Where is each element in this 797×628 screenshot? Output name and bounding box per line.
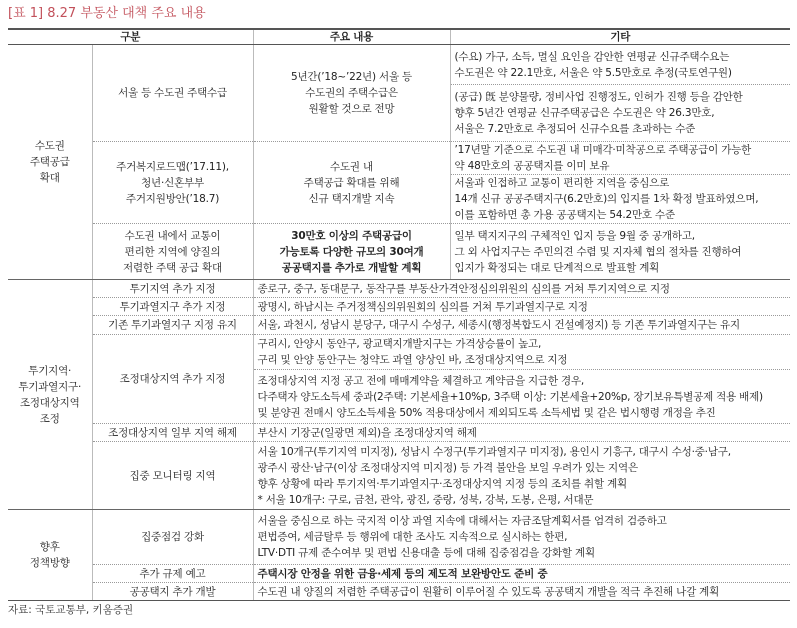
policy-table <box>8 28 790 601</box>
table-row <box>8 316 790 335</box>
header-row <box>8 29 790 45</box>
table-row <box>8 298 790 316</box>
row-subcategory: 기존 투기과열지구 지정 유지 <box>92 316 253 335</box>
row-content: 서울 10개구(투기지역 미지정), 성남시 수정구(투기과열지구 미지정), 용인시 기흥구, 대구시 수성·중·남구, 광주시 광산·남구(이상 조정대상지역 미지정) 등 가격 불안을 보일 우려가 있는 지역은 향후 상황에 따라 투기지역·투기과열지구·조정대상지역 지정 등의 조치를 취할 계획 * 서울 10개구: 구로, 금천, 관악, 광진, 중랑, 성북, 강북, 도봉, 은평, 서대문 <box>253 442 790 510</box>
row-content: 부산시 기장군(일광면 제외)을 조정대상지역 해제 <box>253 424 790 442</box>
row-content: 수도권 내 양질의 저렴한 주택공급이 원활히 이루어질 수 있도록 공공택지 개발을 적극 추진해 나갈 계획 <box>253 583 790 601</box>
table-row <box>8 565 790 583</box>
row-note: 서울과 인접하고 교통이 편리한 지역을 중심으로 14개 신규 공공주택지구(6.2만호)의 입지를 1차 확정 발표하였으며, 이를 포함하면 총 가용 공공택지는 54.2만호 수준 <box>450 175 790 224</box>
row-subcategory: 집중 모니터링 지역 <box>92 442 253 510</box>
row-subcategory: 추가 규제 예고 <box>92 565 253 583</box>
section-policy-direction <box>8 510 790 601</box>
table-row <box>8 280 790 298</box>
row-content-highlight: 주택시장 안정을 위한 금융·세제 등의 제도적 보완방안도 준비 중 <box>253 565 790 583</box>
row-main-content-highlight: 30만호 이상의 주택공급이 가능토록 다양한 규모의 30여개 공공택지를 추가로 개발할 계획 <box>253 224 450 280</box>
row-content: 구리시, 안양시 동안구, 광교택지개발지구는 가격상승률이 높고, 구리 및 안양 동안구는 청약도 과열 양상인 바, 조정대상지역으로 지정 <box>253 335 790 370</box>
table-title: [표 1] 8.27 부동산 대책 주요 내용 <box>8 6 206 21</box>
row-subcategory: 투기지역 추가 지정 <box>92 280 253 298</box>
row-content: 서울, 과천시, 성남시 분당구, 대구시 수성구, 세종시(행정복합도시 건설예정지) 등 기존 투기과열지구는 유지 <box>253 316 790 335</box>
section-label-housing-supply: 수도권 주택공급 확대 <box>8 45 92 280</box>
source-note: 자료: 국토교통부, 키움증권 <box>8 604 134 616</box>
section-label-speculation-zones: 투기지역· 투기과열지구· 조정대상지역 조정 <box>8 280 92 510</box>
row-main-content: 5년간(’18~’22년) 서울 등 수도권의 주택수급은 원활할 것으로 전망 <box>253 45 450 142</box>
row-main-content: 수도권 내 주택공급 확대를 위해 신규 택지개발 지속 <box>253 142 450 224</box>
table-row <box>8 335 790 370</box>
row-subcategory: 서울 등 수도권 주택수급 <box>92 45 253 142</box>
section-speculation-zones <box>8 280 790 510</box>
header-other: 기타 <box>450 29 790 45</box>
table-row <box>8 224 790 280</box>
row-note-demand: (수요) 가구, 소득, 멸실 요인을 감안한 연평균 신규주택수요는 수도권은 약 22.1만호, 서울은 약 5.5만호로 추정(국토연구원) <box>450 45 790 85</box>
header-main-content: 주요 내용 <box>253 29 450 45</box>
table-header <box>8 29 790 45</box>
section-label-policy-direction: 향후 정책방향 <box>8 510 92 601</box>
header-category: 구분 <box>8 29 253 45</box>
table-row <box>8 45 790 85</box>
row-subcategory: 집중점검 강화 <box>92 510 253 565</box>
row-subcategory: 수도권 내에서 교통이 편리한 지역에 양질의 저렴한 주택 공급 확대 <box>92 224 253 280</box>
row-subcategory: 조정대상지역 추가 지정 <box>92 335 253 424</box>
row-note: 일부 택지지구의 구체적인 입지 등을 9월 중 공개하고, 그 외 사업지구는 주민의견 수렴 및 지자체 협의 절차를 진행하여 입지가 확정되는 대로 단계적으로 발표할 계획 <box>450 224 790 280</box>
table-row <box>8 442 790 510</box>
row-content: 광명시, 하남시는 주거정책심의위원회의 심의를 거쳐 투기과열지구로 지정 <box>253 298 790 316</box>
table-row <box>8 510 790 565</box>
row-subcategory: 조정대상지역 일부 지역 해제 <box>92 424 253 442</box>
section-housing-supply <box>8 45 790 280</box>
row-note: ’17년말 기준으로 수도권 내 미매각·미착공으로 주택공급이 가능한 약 48만호의 공공택지를 이미 보유 <box>450 142 790 175</box>
table-row <box>8 142 790 175</box>
row-note-supply: (공급) 旣 분양물량, 정비사업 진행정도, 인허가 진행 등을 감안한 향후 5년간 연평균 신규주택공급은 수도권은 약 26.3만호, 서울은 7.2만호로 추정되어 신규수요를 초과하는 수준 <box>450 85 790 142</box>
row-content: 조정대상지역 지정 공고 전에 매매계약을 체결하고 계약금을 지급한 경우, 다주택자 양도소득세 중과(2주택: 기본세율+10%p, 3주택 이상: 기본세율+20%p, 장기보유특별공제 적용 배제) 및 분양권 전매시 양도소득세율 50% 적용대상에서 제외되도록 소득세법 및 같은 법시행령 개정을 추진 <box>253 370 790 424</box>
row-content: 종로구, 중구, 동대문구, 동작구를 부동산가격안정심의위원의 심의를 거쳐 투기지역으로 지정 <box>253 280 790 298</box>
row-subcategory: 투기과열지구 추가 지정 <box>92 298 253 316</box>
row-subcategory: 주거복지로드맵(’17.11), 청년·신혼부부 주거지원방안(’18.7) <box>92 142 253 224</box>
table-row <box>8 583 790 601</box>
row-content: 서울을 중심으로 하는 국지적 이상 과열 지속에 대해서는 자금조달계획서를 엄격히 검증하고 편법증여, 세금탈루 등 행위에 대한 조사도 지속적으로 실시하는 한편, LTV·DTI 규제 준수여부 및 편법 신용대출 등에 대해 집중점검을 강화할 계획 <box>253 510 790 565</box>
row-subcategory: 공공택지 추가 개발 <box>92 583 253 601</box>
table-row <box>8 424 790 442</box>
